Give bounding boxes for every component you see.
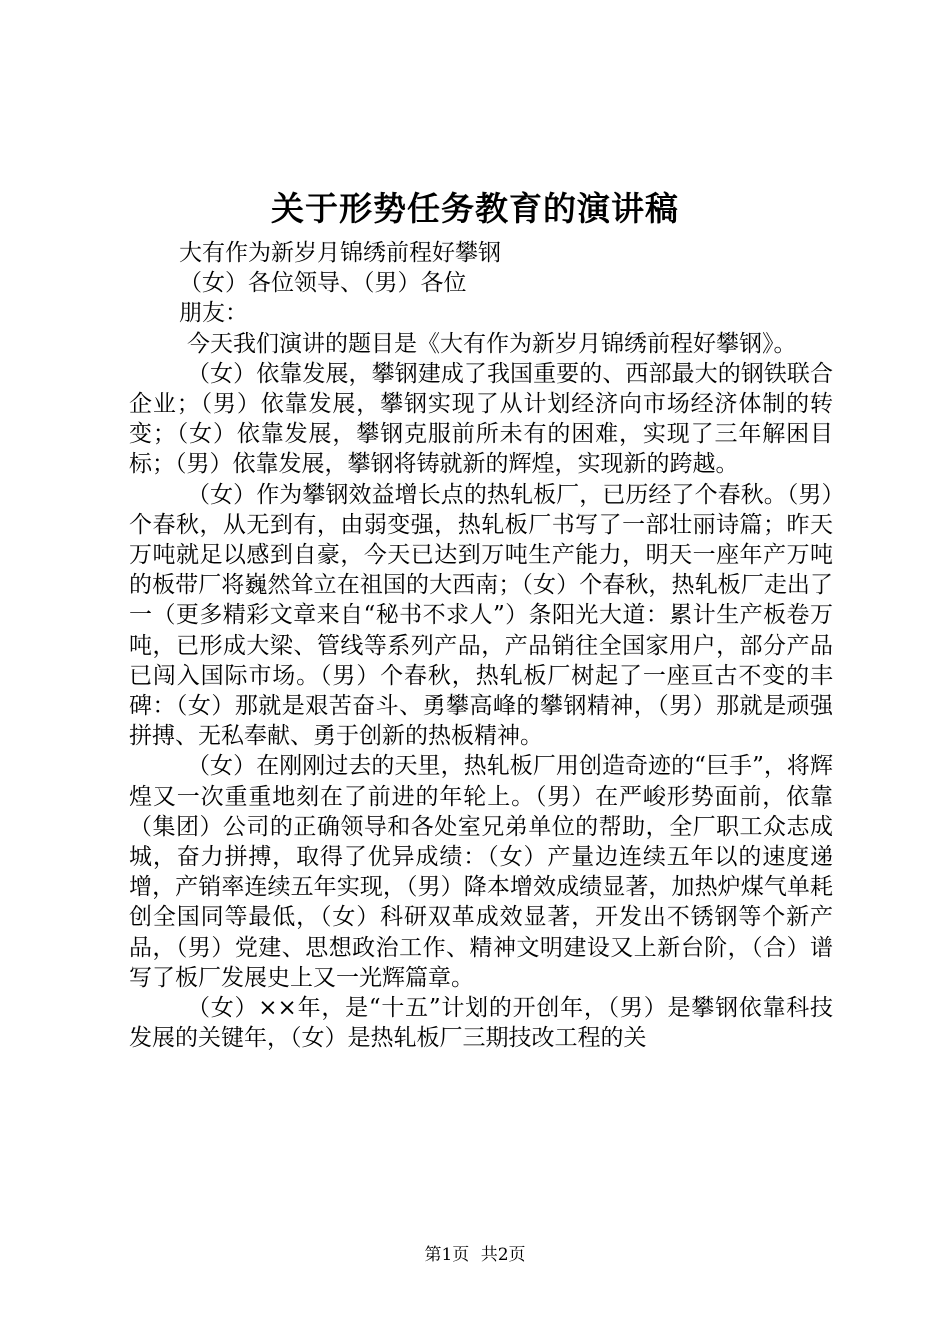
page-footer <box>0 1244 950 1266</box>
paragraph-five-year-plan: （女）××年，是“十五”计划的开创年，（男）是攀钢依靠科技发展的关键年，（女）是热轧板厂三期技改工程的关 <box>129 995 833 1052</box>
document-body <box>129 238 833 1053</box>
paragraph-hot-rolling-plant: （女）作为攀钢效益增长点的热轧板厂，已历经了个春秋。（男）个春秋，从无到有，由弱变强，热轧板厂书写了一部壮丽诗篇；昨天万吨就足以感到自豪，今天已达到万吨生产能力，明天一座年产万吨的板带厂将巍然耸立在祖国的大西南；（女）个春秋，热轧板厂走出了一（更多精彩文章来自“秘书不求人”）条阳光大道：累计生产板卷万吨，已形成大梁、管线等系列产品，产品销往全国家用户，部分产品已闯入国际市场。（男）个春秋，热轧板厂树起了一座亘古不变的丰碑：（女）那就是艰苦奋斗、勇攀高峰的攀钢精神，（男）那就是顽强拼搏、无私奉献、勇于创新的热板精神。 <box>129 481 833 750</box>
paragraph-topic: 今天我们演讲的题目是《大有作为新岁月锦绣前程好攀钢》。 <box>187 330 797 357</box>
page-total: 共2页 <box>480 1245 526 1265</box>
greeting-line: （女）各位领导、（男）各位 <box>179 270 467 297</box>
document-title: 关于形势任务教育的演讲稿 <box>271 189 679 228</box>
paragraph-development: （女）依靠发展，攀钢建成了我国重要的、西部最大的钢铁联合企业；（男）依靠发展，攀钢实现了从计划经济向市场经济体制的转变；（女）依靠发展，攀钢克服前所未有的困难，实现了三年解困目标；（男）依靠发展，攀钢将铸就新的辉煌，实现新的跨越。 <box>129 360 833 478</box>
subtitle-line: 大有作为新岁月锦绣前程好攀钢 <box>179 240 501 266</box>
paragraph-achievements: （女）在刚刚过去的天里，热轧板厂用创造奇迹的“巨手”，将辉煌又一次重重地刻在了前进的年轮上。（男）在严峻形势面前，依靠（集团）公司的正确领导和各处室兄弟单位的帮助，全厂职工众志成城，奋力拼搏，取得了优异成绩：（女）产量边连续五年以的速度递增，产销率连续五年实现，（男）降本增效成绩显著，加热炉煤气单耗创全国同等最低，（女）科研双革成效显著，开发出不锈钢等个新产品，（男）党建、思想政治工作、精神文明建设又上新台阶，（合）谱写了板厂发展史上又一光辉篇章。 <box>129 753 833 991</box>
page-number: 第1页 <box>424 1245 470 1265</box>
greeting-line-continued: 朋友： <box>179 300 248 327</box>
